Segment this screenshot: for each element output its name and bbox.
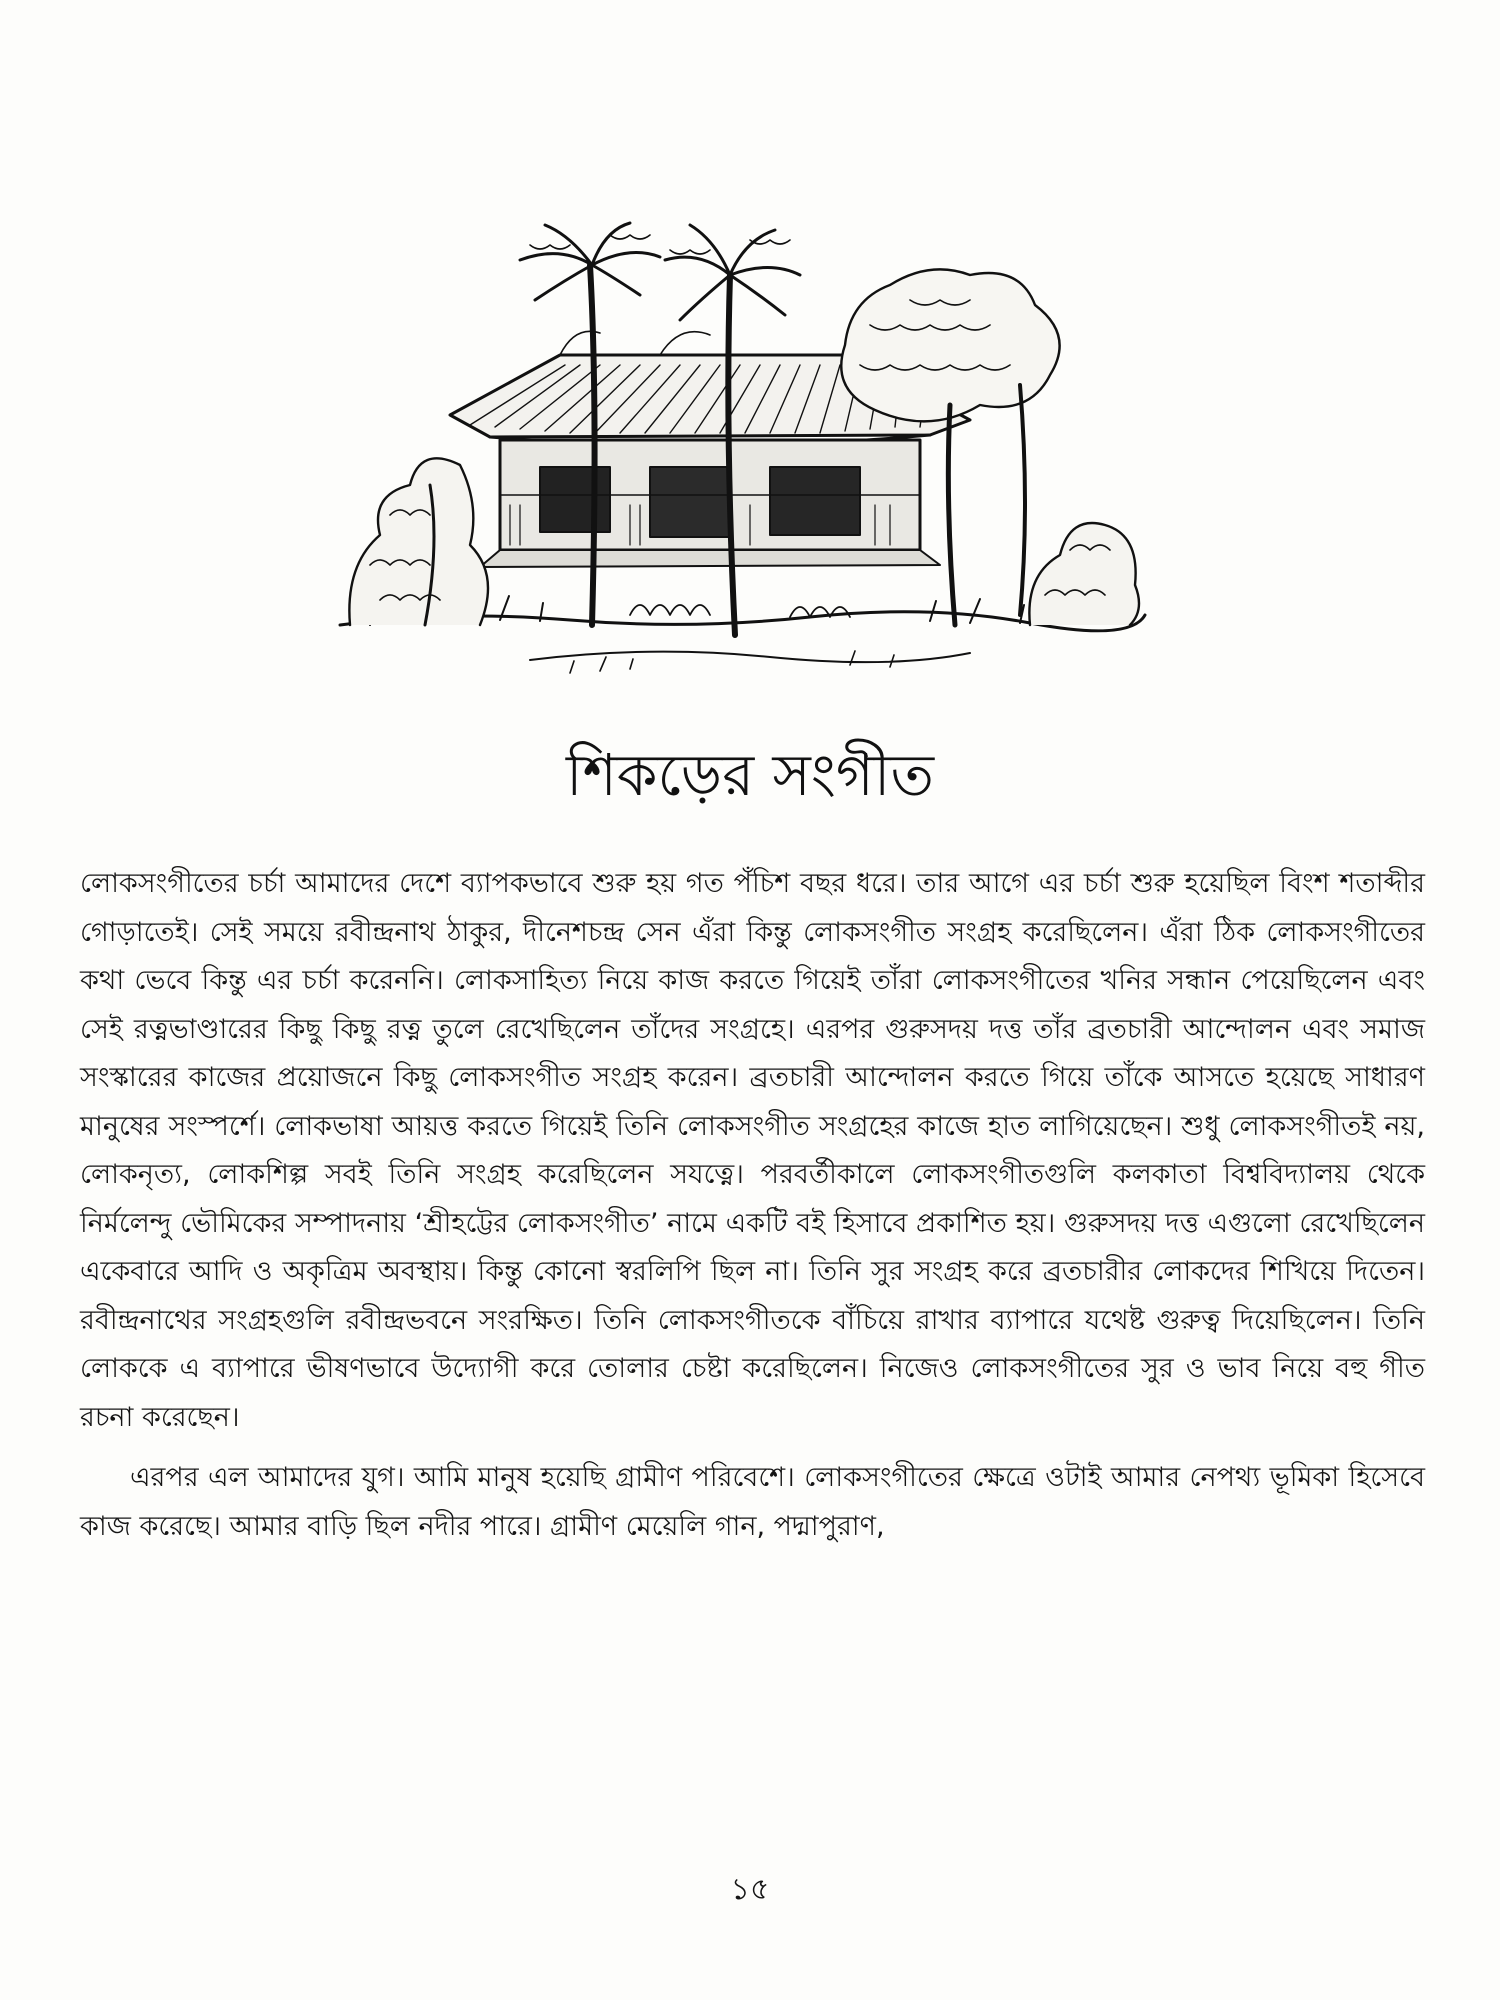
village-hut-illustration: [330, 205, 1150, 685]
paragraph-1: লোকসংগীতের চর্চা আমাদের দেশে ব্যাপকভাবে শুরু হয় গত পঁচিশ বছর ধরে। তার আগে এর চর্চা শুরু হয়েছিল বিংশ শতাব্দীর গোড়াতেই। সেই সময়ে রবীন্দ্রনাথ ঠাকুর, দীনেশচন্দ্র সেন এঁরা কিন্তু লোকসংগীত সংগ্রহ করেছিলেন। এঁরা ঠিক লোকসংগীতের কথা ভেবে কিন্তু এর চর্চা করেননি। লোকসাহিত্য নিয়ে কাজ করতে গিয়েই তাঁরা লোকসংগীতের খনির সন্ধান পেয়েছিলেন এবং সেই রত্নভাণ্ডারের কিছু কিছু রত্ন তুলে রেখেছিলেন তাঁদের সংগ্রহে। এরপর গুরুসদয় দত্ত তাঁর ব্রতচারী আন্দোলন এবং সমাজ সংস্কারের কাজের প্রয়োজনে কিছু লোকসংগীত সংগ্রহ করেন। ব্রতচারী আন্দোলন করতে গিয়ে তাঁকে আসতে হয়েছে সাধারণ মানুষের সংস্পর্শে। লোকভাষা আয়ত্ত করতে গিয়েই তিনি লোকসংগীত সংগ্রহের কাজে হাত লাগিয়েছেন। শুধু লোকসংগীতই নয়, লোকনৃত্য, লোকশিল্প সবই তিনি সংগ্রহ করেছিলেন সযত্নে। পরবর্তীকালে লোকসংগীতগুলি কলকাতা বিশ্ববিদ্যালয় থেকে নির্মলেন্দু ভৌমিকের সম্পাদনায় ‘শ্রীহট্টের লোকসংগীত’ নামে একটি বই হিসাবে প্রকাশিত হয়। গুরুসদয় দত্ত এগুলো রেখেছিলেন একেবারে আদি ও অকৃত্রিম অবস্থায়। কিন্তু কোনো স্বরলিপি ছিল না। তিনি সুর সংগ্রহ করে ব্রতচারীর লোকদের শিখিয়ে দিতেন। রবীন্দ্রনাথের সংগ্রহগুলি রবীন্দ্রভবনে সংরক্ষিত। তিনি লোকসংগীতকে বাঁচিয়ে রাখার ব্যাপারে যথেষ্ট গুরুত্ব দিয়েছিলেন। তিনি লোককে এ ব্যাপারে ভীষণভাবে উদ্যোগী করে তোলার চেষ্টা করেছিলেন। নিজেও লোকসংগীতের সুর ও ভাব নিয়ে বহু গীত রচনা করেছেন।: [80, 868, 1425, 1433]
paragraph-2: এরপর এল আমাদের যুগ। আমি মানুষ হয়েছি গ্রামীণ পরিবেশে। লোকসংগীতের ক্ষেত্রে ওটাই আমার নেপথ্য ভূমিকা হিসেবে কাজ করেছে। আমার বাড়ি ছিল নদীর পারে। গ্রামীণ মেয়েলি গান, পদ্মাপুরাণ,: [80, 1462, 1425, 1542]
page-number: ১৫: [730, 1872, 770, 1907]
chapter-body: [80, 860, 1425, 1551]
chapter-title: শিকড়ের সংগীত: [566, 741, 934, 809]
